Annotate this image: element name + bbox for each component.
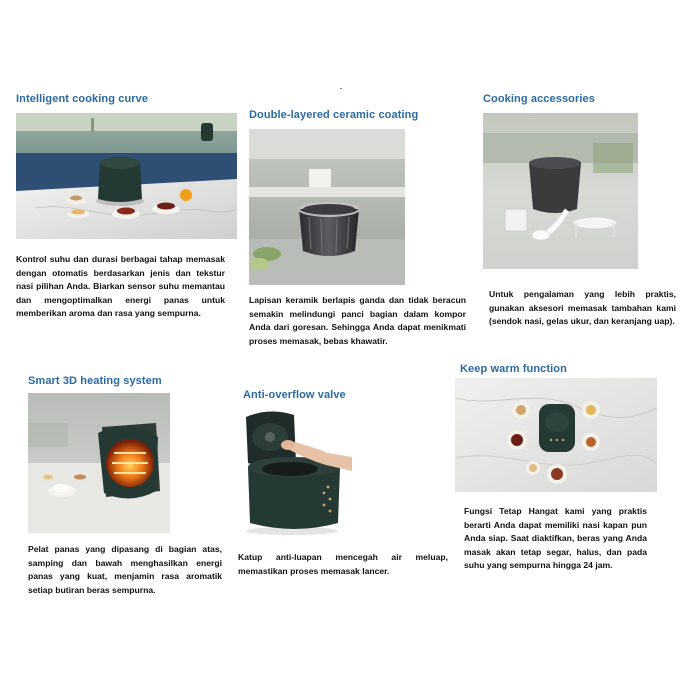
feature-title-cooking-accessories: Cooking accessories — [483, 93, 595, 105]
stray-dot — [340, 88, 342, 89]
photo-ceramic-inner-pot — [249, 129, 405, 285]
feature-title-keep-warm-function: Keep warm function — [460, 363, 567, 375]
feature-desc-double-layered-ceramic-coating: Lapisan keramik berlapis ganda dan tidak beracun semakin melindungi panci bagian dalam kompor Anda dari goresan. Sehingga Anda dapat menikmati proses memasak, bebas khawatir. — [249, 295, 466, 346]
feature-desc-cooking-accessories: Untuk pengalaman yang lebih praktis, gunakan aksesori memasak tambahan kami (sendok nasi, gelas ukur, dan keranjang uap). — [489, 289, 676, 326]
photo-cooking-accessories — [483, 113, 638, 269]
feature-title-intelligent-cooking-curve: Intelligent cooking curve — [16, 93, 149, 105]
photo-3d-heating-cooker — [28, 393, 170, 533]
feature-title-smart-3d-heating-system: Smart 3D heating system — [28, 375, 162, 387]
feature-desc-intelligent-cooking-curve: Kontrol suhu dan durasi berbagai tahap memasak dengan otomatis berdasarkan jenis dan tekstur nasi pilihan Anda. Biarkan sensor suhu memantau dan mengoptimalkan energi panas untuk memberikan aroma dan rasa yang sempurna. — [16, 254, 225, 318]
feature-title-anti-overflow-valve: Anti-overflow valve — [243, 389, 346, 401]
photo-anti-overflow-valve — [240, 405, 352, 537]
feature-desc-anti-overflow-valve: Katup anti-luapan mencegah air meluap, memastikan proses memasak lancer. — [238, 552, 448, 576]
photo-rice-cooker-kitchen — [16, 113, 237, 239]
feature-title-double-layered-ceramic-coating: Double-layered ceramic coating — [249, 109, 419, 121]
feature-desc-keep-warm-function: Fungsi Tetap Hangat kami yang praktis berarti Anda dapat memiliki nasi kapan pun Anda siap. Saat diaktifkan, beras yang Anda masak akan tetap segar, halus, dan pada suhu yang sempurna hingga 24 jam. — [464, 506, 647, 570]
photo-keep-warm-top-view — [455, 378, 657, 492]
feature-desc-smart-3d-heating-system: Pelat panas yang dipasang di bagian atas, samping dan bawah menghasilkan energi panas yang kuat, menjamin rasa aromatik setiap butiran beras sempurna. — [28, 544, 222, 595]
